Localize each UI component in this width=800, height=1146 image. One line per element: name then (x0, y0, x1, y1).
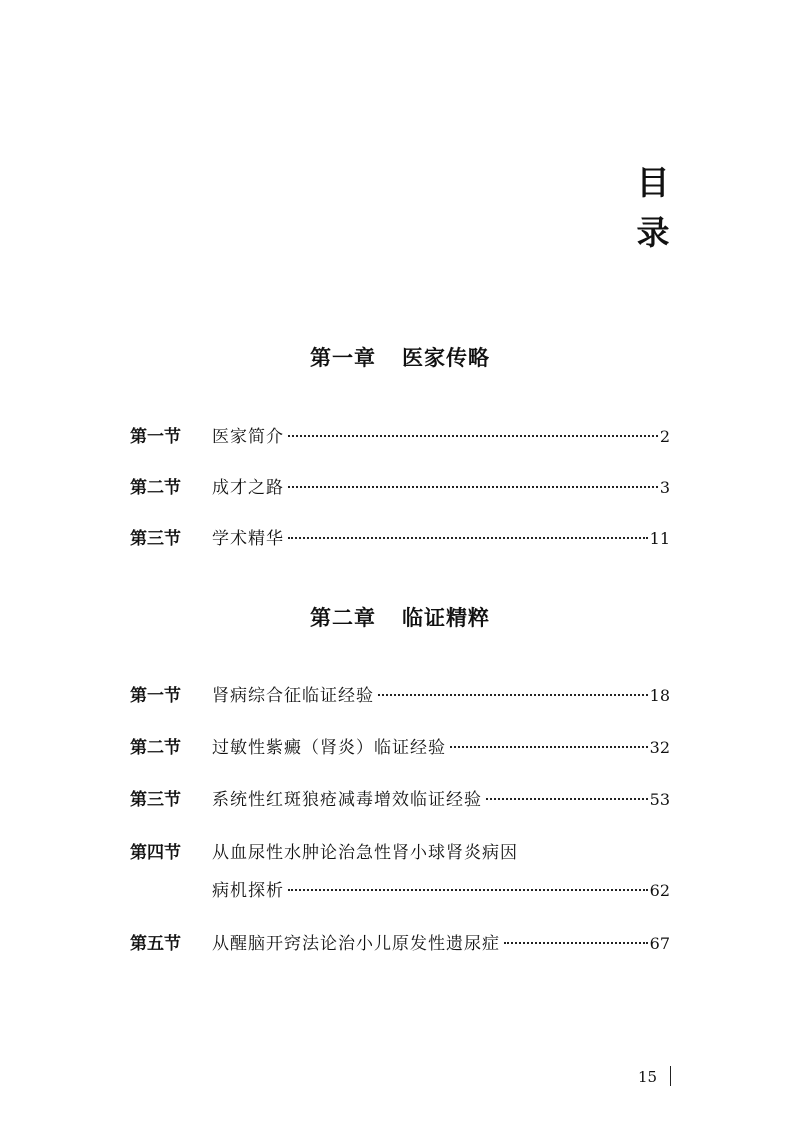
section-label: 第三节 (130, 790, 181, 810)
section-title-continued: 病机探析 (212, 881, 284, 901)
chapter-label: 第二章 (310, 606, 376, 630)
page-number: 67 (649, 934, 670, 953)
page-number: 3 (659, 478, 670, 497)
page-title-char-1: 目 (636, 163, 670, 202)
folio-page-number: 15 (638, 1068, 658, 1086)
chapter-heading-1 (0, 342, 800, 372)
toc-entry[interactable] (130, 787, 670, 813)
toc-entry[interactable] (130, 683, 670, 709)
section-label: 第三节 (130, 529, 181, 549)
chapter-title: 医家传略 (402, 346, 490, 370)
toc-entry[interactable] (130, 424, 670, 450)
section-title: 系统性红斑狼疮减毒增效临证经验 (212, 790, 482, 810)
dot-leader (450, 746, 648, 748)
section-label: 第二节 (130, 738, 181, 758)
dot-leader (288, 486, 658, 488)
page-number: 53 (649, 790, 670, 809)
section-title: 学术精华 (212, 529, 284, 549)
chapter-label: 第一章 (310, 346, 376, 370)
toc-entry[interactable] (130, 526, 670, 552)
toc-entry[interactable] (130, 840, 670, 866)
page-number: 32 (649, 738, 670, 757)
page-number: 2 (659, 427, 670, 446)
section-label: 第四节 (130, 843, 181, 863)
section-label: 第一节 (130, 427, 181, 447)
dot-leader (288, 889, 648, 891)
page-title (628, 158, 678, 258)
dot-leader (486, 798, 648, 800)
page-title-char-2: 录 (636, 213, 670, 252)
dot-leader (288, 537, 648, 539)
dot-leader (504, 942, 648, 944)
chapter-title: 临证精粹 (402, 606, 490, 630)
folio-rule (670, 1066, 671, 1086)
section-title: 医家简介 (212, 427, 284, 447)
section-label: 第五节 (130, 934, 181, 954)
section-title: 肾病综合征临证经验 (212, 686, 374, 706)
chapter-heading-2 (0, 602, 800, 632)
page-number: 18 (649, 686, 670, 705)
section-label: 第二节 (130, 478, 181, 498)
section-title: 过敏性紫癜（肾炎）临证经验 (212, 738, 446, 758)
section-title: 从醒脑开窍法论治小儿原发性遗尿症 (212, 934, 500, 954)
dot-leader (378, 694, 648, 696)
toc-entry[interactable] (130, 735, 670, 761)
page-number: 62 (649, 881, 670, 900)
toc-entry-continuation[interactable] (130, 878, 670, 904)
toc-entry[interactable] (130, 475, 670, 501)
section-label: 第一节 (130, 686, 181, 706)
toc-entry[interactable] (130, 931, 670, 957)
section-title: 成才之路 (212, 478, 284, 498)
page-number: 11 (649, 529, 670, 548)
section-title: 从血尿性水肿论治急性肾小球肾炎病因 (212, 843, 518, 863)
dot-leader (288, 435, 658, 437)
